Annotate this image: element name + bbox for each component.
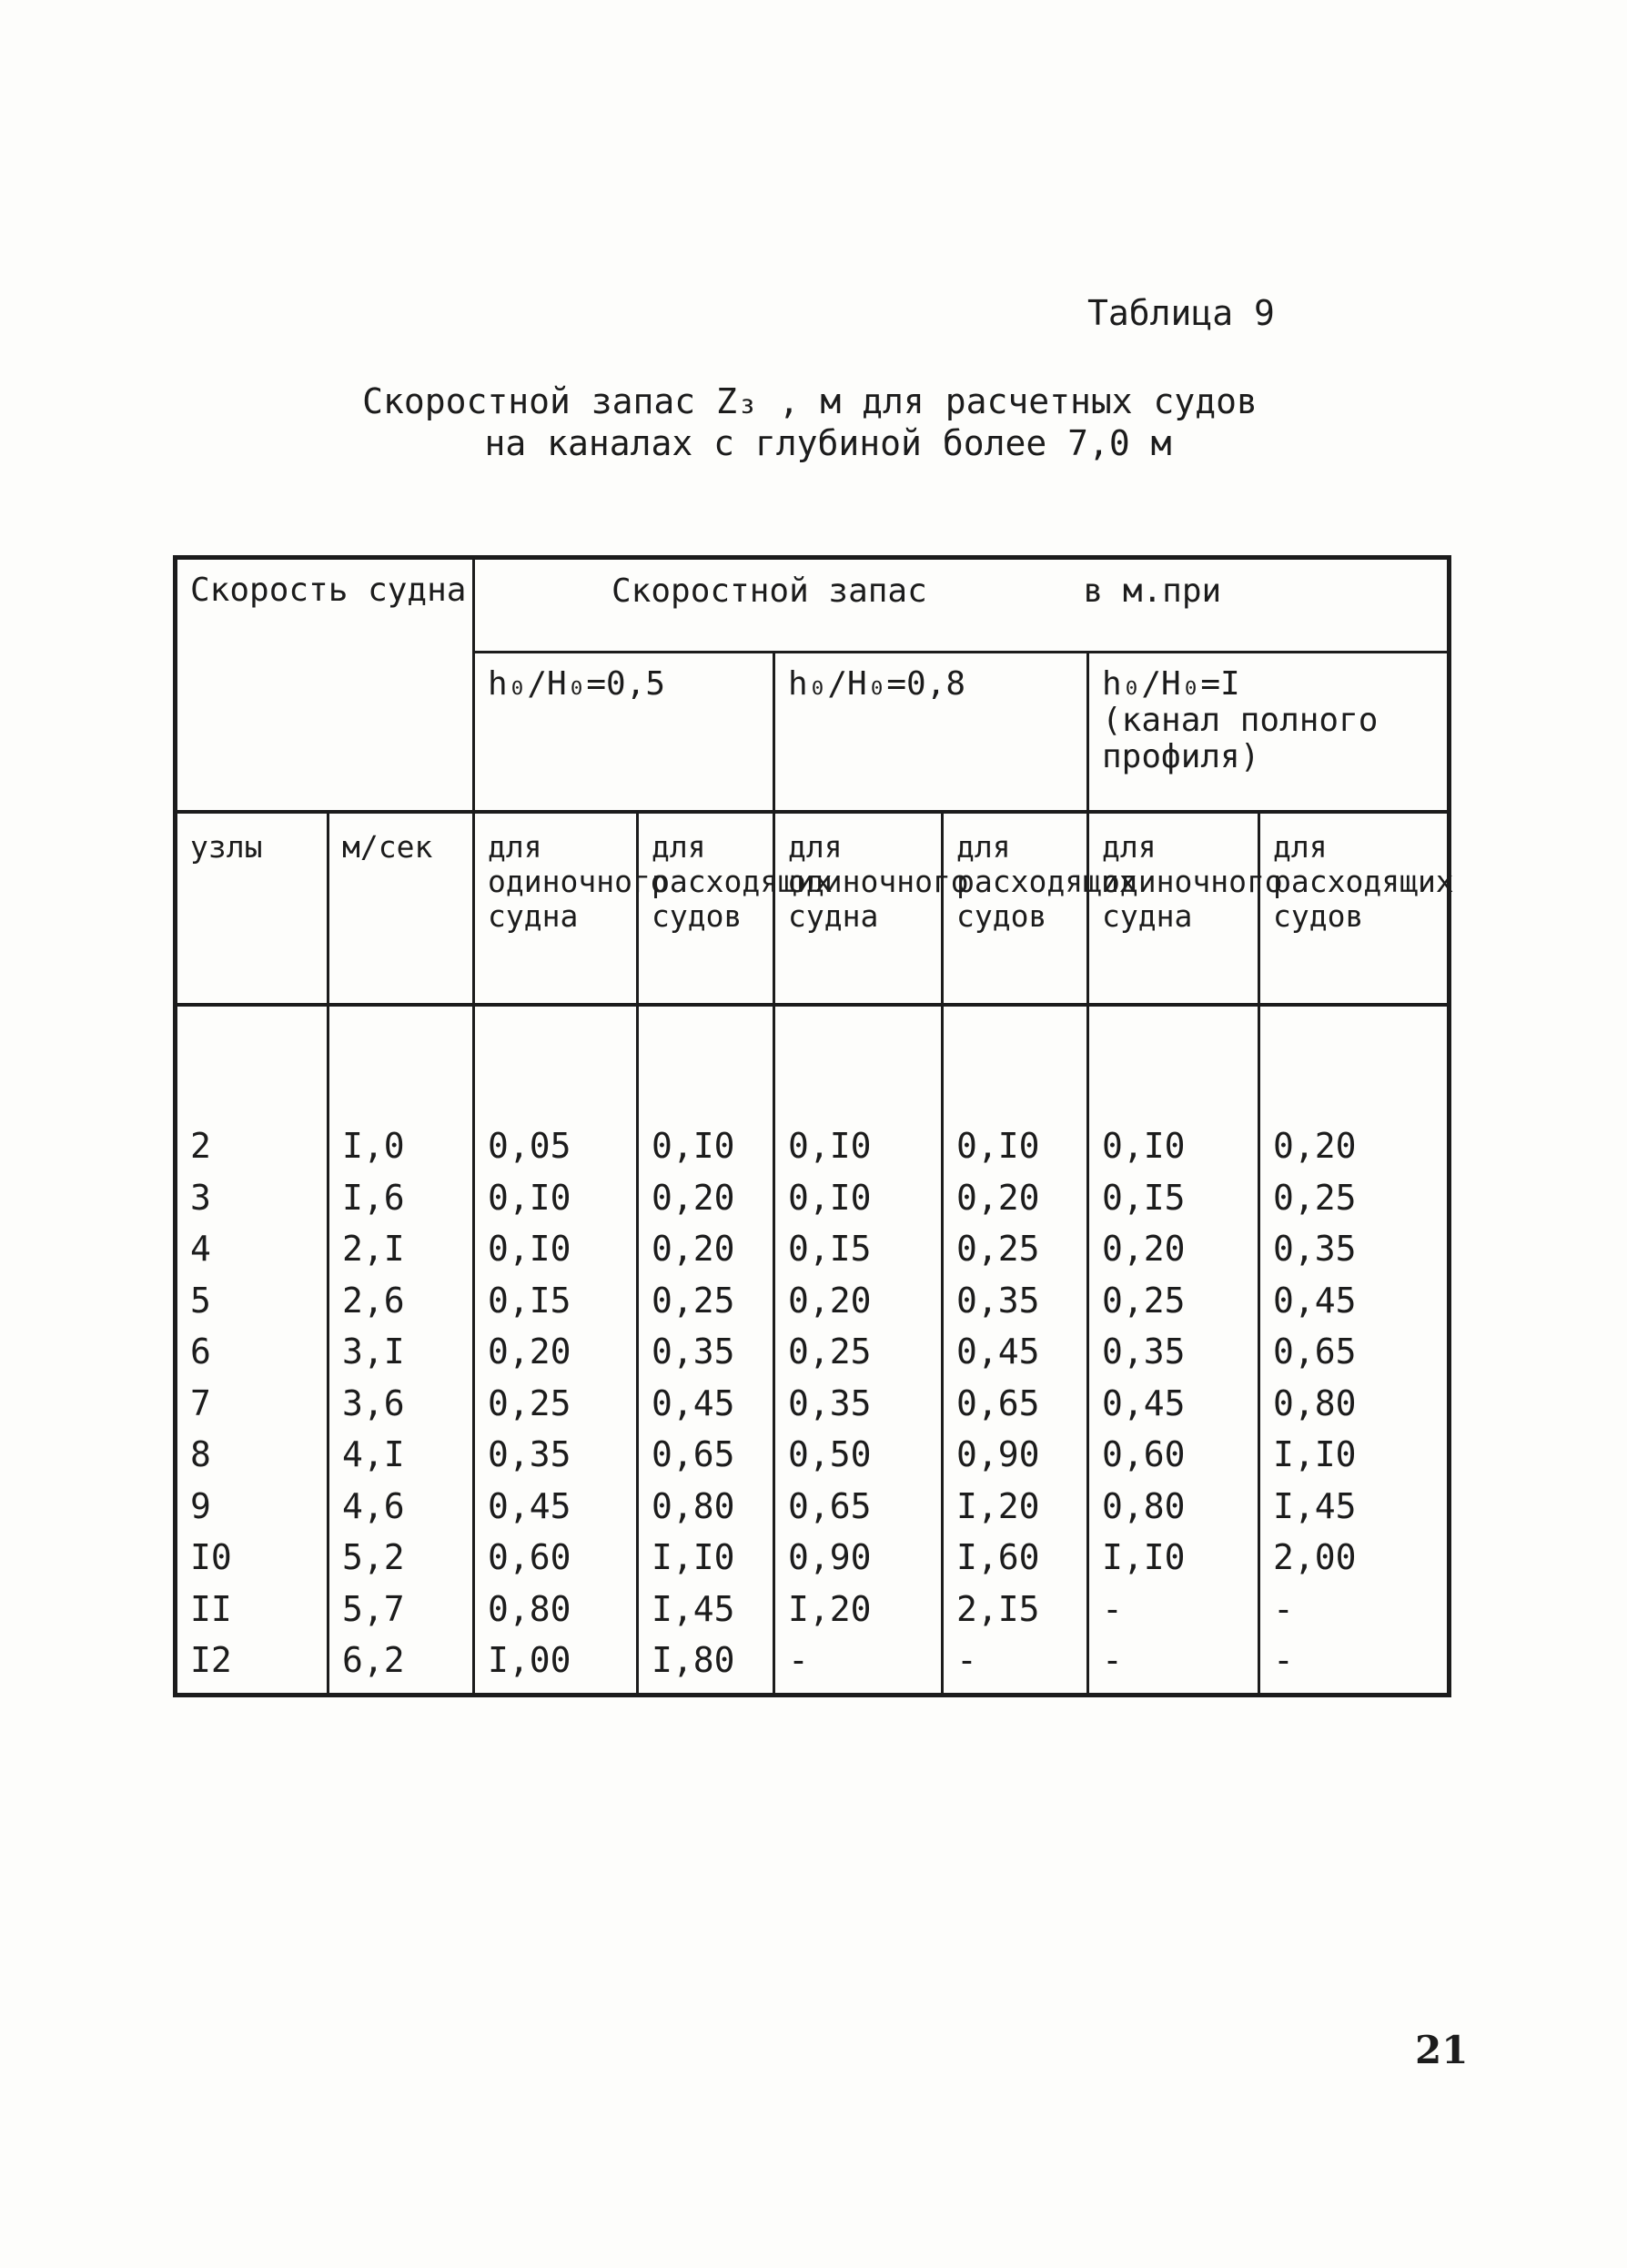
table-cell: 0,65	[788, 1485, 872, 1526]
table-cell: -	[788, 1640, 809, 1680]
table-cell: 8	[190, 1434, 211, 1474]
col-single-08	[774, 1005, 943, 1696]
col-passing-1	[1259, 1005, 1450, 1696]
table-cell: 7	[190, 1382, 211, 1423]
header-reserve	[474, 558, 1450, 653]
table-cell: 0,35	[652, 1331, 735, 1372]
table-cell: 4	[190, 1229, 211, 1269]
header-ratio-3	[1088, 653, 1450, 813]
table-cell: 6	[190, 1331, 211, 1372]
table-cell: I,45	[1273, 1485, 1357, 1526]
header-single-1: для одиночного судна	[474, 812, 638, 1005]
table-cell: 2,6	[342, 1280, 405, 1321]
table-cell: 0,20	[788, 1280, 872, 1321]
table-cell: 0,I5	[488, 1280, 571, 1321]
table-cell: 0,I0	[488, 1229, 571, 1269]
col-ms	[328, 1005, 474, 1696]
header-passing-3: для расходящих судов	[1259, 812, 1450, 1005]
table-cell: I,20	[956, 1485, 1040, 1526]
table-cell: 0,25	[1102, 1280, 1186, 1321]
header-ratio-2: h₀/H₀=0,8	[774, 653, 1088, 813]
col-single-05	[474, 1005, 638, 1696]
table-cell: 0,I5	[1102, 1177, 1186, 1218]
table-cell: -	[1102, 1640, 1123, 1680]
table-cell: 0,45	[956, 1331, 1040, 1372]
header-single-3: для одиночного судна	[1088, 812, 1259, 1005]
table-cell: 0,I0	[488, 1177, 571, 1218]
table-cell: 0,80	[652, 1485, 735, 1526]
table-cell: 0,I0	[1102, 1126, 1186, 1166]
table-cell: 0,I5	[788, 1229, 872, 1269]
table-cell: 0,45	[488, 1485, 571, 1526]
col-single-1	[1088, 1005, 1259, 1696]
title-line-1: Скоростной запас Z₃ , м для расчетных судов	[362, 381, 1258, 421]
table-cell: I2	[190, 1640, 232, 1680]
title-line-2: на каналах с глубиной более 7,0 м	[484, 423, 1172, 463]
table-cell: I,I0	[1273, 1434, 1357, 1474]
header-reserve-left: Скоростной запас	[611, 572, 927, 610]
table-cell: I,I0	[652, 1537, 735, 1577]
table-cell: 0,25	[1273, 1177, 1357, 1218]
table-cell: 0,80	[1273, 1382, 1357, 1423]
table-cell: 2,00	[1273, 1537, 1357, 1577]
table-cell: 5,2	[342, 1537, 405, 1577]
table-cell: 2,I	[342, 1229, 405, 1269]
table-title	[73, 380, 1547, 464]
table-cell: 0,60	[488, 1537, 571, 1577]
table-cell: 0,20	[652, 1229, 735, 1269]
table-cell: II	[190, 1588, 232, 1629]
table-cell: I,00	[488, 1640, 571, 1680]
table-cell: 0,45	[652, 1382, 735, 1423]
table-cell: I0	[190, 1537, 232, 1577]
header-ratio-3-label: h₀/H₀=I	[1102, 665, 1240, 703]
table-cell: I,80	[652, 1640, 735, 1680]
table-cell: 0,90	[788, 1537, 872, 1577]
table-cell: 0,05	[488, 1126, 571, 1166]
header-passing-1: для расходящих судов	[638, 812, 774, 1005]
table-cell: 0,I0	[788, 1177, 872, 1218]
table-cell: 0,35	[488, 1434, 571, 1474]
header-ratio-3-note: (канал полного профиля)	[1102, 702, 1379, 775]
table-cell: 0,35	[1102, 1331, 1186, 1372]
table-cell: 0,65	[652, 1434, 735, 1474]
table-cell: I,I0	[1102, 1537, 1186, 1577]
header-ratio-1: h₀/H₀=0,5	[474, 653, 774, 813]
table-cell: 0,20	[488, 1331, 571, 1372]
table-cell: I,20	[788, 1588, 872, 1629]
speed-reserve-table	[173, 555, 1454, 1697]
table-cell: 0,20	[1273, 1126, 1357, 1166]
table-cell: 2,I5	[956, 1588, 1040, 1629]
table-cell: 0,35	[1273, 1229, 1357, 1269]
table-cell: 5	[190, 1280, 211, 1321]
table-cell: 0,20	[652, 1177, 735, 1218]
table-cell: 0,90	[956, 1434, 1040, 1474]
table-cell: 0,20	[1102, 1229, 1186, 1269]
header-ms: м/сек	[328, 812, 474, 1005]
table-cell: 2	[190, 1126, 211, 1166]
table-cell: 0,65	[956, 1382, 1040, 1423]
header-single-2: для одиночного судна	[774, 812, 943, 1005]
table-cell: 9	[190, 1485, 211, 1526]
table-cell: 0,45	[1273, 1280, 1357, 1321]
table-cell: 0,25	[488, 1382, 571, 1423]
table-cell: 4,I	[342, 1434, 405, 1474]
table-cell: 0,25	[788, 1331, 872, 1372]
table-cell: I,6	[342, 1177, 405, 1218]
table-label: Таблица 9	[1087, 293, 1275, 333]
table-cell: 0,80	[1102, 1485, 1186, 1526]
header-passing-2: для расходящих судов	[943, 812, 1088, 1005]
header-reserve-right: в м.при	[1083, 572, 1222, 610]
header-speed: Скорость судна	[176, 558, 474, 813]
col-knots	[176, 1005, 328, 1696]
col-passing-05	[638, 1005, 774, 1696]
table-cell: 6,2	[342, 1640, 405, 1680]
table-cell: I,60	[956, 1537, 1040, 1577]
table-cell: 5,7	[342, 1588, 405, 1629]
table-cell: -	[1273, 1640, 1294, 1680]
table-cell: -	[956, 1640, 977, 1680]
table-cell: 0,I0	[788, 1126, 872, 1166]
table-cell: 0,25	[652, 1280, 735, 1321]
table-cell: 0,80	[488, 1588, 571, 1629]
page-number: 21	[1415, 2028, 1469, 2072]
table-cell: 0,20	[956, 1177, 1040, 1218]
table-cell: 0,50	[788, 1434, 872, 1474]
table-cell: -	[1102, 1588, 1123, 1629]
header-knots: узлы	[176, 812, 328, 1005]
table-cell: 0,35	[956, 1280, 1040, 1321]
table-cell: 4,6	[342, 1485, 405, 1526]
table-cell: 0,I0	[652, 1126, 735, 1166]
table-cell: I,45	[652, 1588, 735, 1629]
table-cell: 3,I	[342, 1331, 405, 1372]
table-cell: 0,I0	[956, 1126, 1040, 1166]
table-cell: -	[1273, 1588, 1294, 1629]
table-cell: I,0	[342, 1126, 405, 1166]
table-cell: 0,60	[1102, 1434, 1186, 1474]
table-cell: 0,25	[956, 1229, 1040, 1269]
table-cell: 0,35	[788, 1382, 872, 1423]
col-passing-08	[943, 1005, 1088, 1696]
table-cell: 3	[190, 1177, 211, 1218]
table-cell: 0,45	[1102, 1382, 1186, 1423]
table-cell: 3,6	[342, 1382, 405, 1423]
table-cell: 0,65	[1273, 1331, 1357, 1372]
